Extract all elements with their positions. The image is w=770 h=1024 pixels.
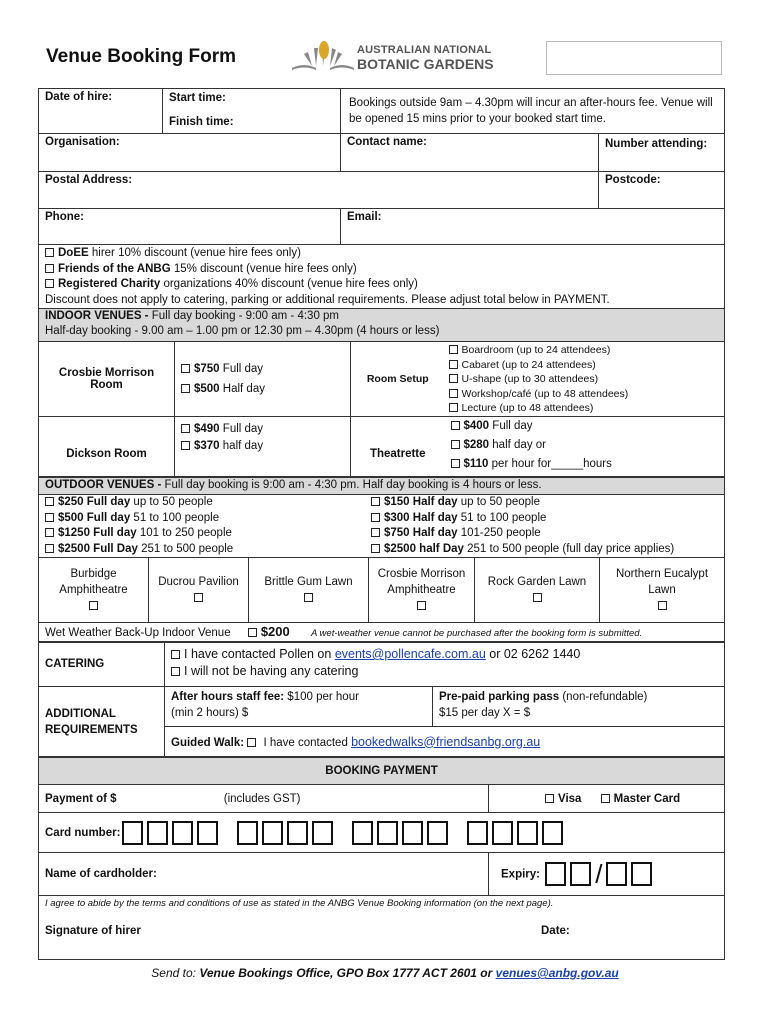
- time-field[interactable]: [163, 89, 341, 134]
- wet-weather-note: A wet-weather venue cannot be purchased after the booking form is submitted.: [310, 628, 643, 640]
- after-hours-staff-field[interactable]: After hours staff fee: $100 per hour (min 2 hours) $: [165, 687, 433, 727]
- checkbox-icon[interactable]: [45, 279, 54, 288]
- postal-address-field[interactable]: [39, 172, 599, 209]
- theatrette-prices: [445, 416, 725, 476]
- venue-crosbie-amphitheatre[interactable]: Crosbie Morrison Amphitheatre: [369, 558, 475, 623]
- date-of-hire-label: Date of hire:: [45, 91, 113, 103]
- postal-address-label: Postal Address:: [45, 174, 133, 186]
- checkbox-icon[interactable]: [451, 459, 460, 468]
- dickson-full-option[interactable]: $490 Full day: [181, 421, 344, 438]
- checkbox-icon[interactable]: [171, 667, 180, 676]
- catering-label: CATERING: [39, 642, 165, 687]
- card-type-options: [489, 785, 725, 813]
- outdoor-table: [38, 477, 725, 643]
- crosbie-prices: [175, 342, 351, 417]
- number-attending-label: Number attending:: [605, 138, 708, 150]
- checkbox-icon[interactable]: [171, 650, 180, 659]
- setup-option[interactable]: Lecture (up to 48 attendees): [449, 401, 721, 416]
- venue-rock-garden[interactable]: Rock Garden Lawn: [475, 558, 600, 623]
- additional-requirements-label: ADDITIONAL REQUIREMENTS: [39, 687, 165, 757]
- dickson-prices: [175, 416, 351, 476]
- outdoor-option[interactable]: $250 Full day up to 50 people: [45, 495, 371, 511]
- checkbox-icon[interactable]: [449, 345, 458, 354]
- office-address: Venue Bookings Office, GPO Box 1777 ACT 2601 or: [199, 966, 496, 980]
- setup-option[interactable]: U-shape (up to 30 attendees): [449, 372, 721, 387]
- card-digit-group[interactable]: [122, 827, 222, 839]
- venues-email-link[interactable]: venues@anbg.gov.au: [495, 966, 619, 980]
- logo-text-line1: AUSTRALIAN NATIONAL: [357, 44, 492, 56]
- parking-pass-field[interactable]: Pre-paid parking pass (non-refundable) $15 per day X = $: [433, 687, 725, 727]
- outdoor-option[interactable]: $750 Half day 101-250 people: [371, 526, 674, 542]
- walks-email-link[interactable]: bookedwalks@friendsanbg.org.au: [351, 734, 541, 749]
- mastercard-option[interactable]: Master Card: [601, 793, 680, 805]
- theatrette-half-option[interactable]: $280 half day or: [451, 436, 719, 455]
- outdoor-heading: OUTDOOR VENUES - Full day booking is 9:00 am - 4:30 pm. Half day booking is 4 hours or less.: [39, 478, 725, 495]
- requirements-table: [38, 641, 725, 757]
- checkbox-icon[interactable]: [194, 593, 203, 602]
- card-digit-group[interactable]: [237, 827, 337, 839]
- send-to-label: Send to:: [151, 966, 200, 980]
- checkbox-icon[interactable]: [45, 513, 54, 522]
- checkbox-icon[interactable]: [658, 601, 667, 610]
- start-time-label: Start time:: [169, 92, 226, 104]
- catering-pollen-option[interactable]: I have contacted Pollen on events@pollencafe.com.au or 02 6262 1440: [171, 646, 718, 663]
- payment-amount-field[interactable]: [39, 785, 489, 813]
- checkbox-icon[interactable]: [45, 497, 54, 506]
- outdoor-prices: [39, 495, 725, 558]
- checkbox-icon[interactable]: [247, 738, 256, 747]
- checkbox-icon[interactable]: [45, 544, 54, 553]
- venue-burbidge[interactable]: Burbidge Amphitheatre: [39, 558, 149, 623]
- crosbie-full-option[interactable]: $750 Full day: [181, 359, 344, 379]
- checkbox-icon[interactable]: [304, 593, 313, 602]
- checkbox-icon[interactable]: [449, 389, 458, 398]
- card-digit-group[interactable]: [467, 827, 567, 839]
- number-attending-field[interactable]: [599, 134, 725, 172]
- discount-note: Discount does not apply to catering, parking or additional requirements. Please adjust total below in PAYMENT.: [45, 293, 610, 306]
- checkbox-icon[interactable]: [181, 384, 190, 393]
- outdoor-option[interactable]: $150 Half day up to 50 people: [371, 495, 674, 511]
- booking-payment-heading: BOOKING PAYMENT: [39, 758, 725, 785]
- postcode-label: Postcode:: [605, 174, 661, 186]
- expiry-field[interactable]: [489, 853, 725, 896]
- checkbox-icon[interactable]: [449, 360, 458, 369]
- outdoor-option[interactable]: $300 Half day 51 to 100 people: [371, 511, 674, 527]
- email-field[interactable]: [341, 209, 725, 245]
- checkbox-icon[interactable]: [371, 544, 380, 553]
- organisation-label: Organisation:: [45, 136, 120, 148]
- expiry-label: Expiry:: [501, 868, 540, 881]
- phone-label: Phone:: [45, 211, 84, 223]
- wet-weather-label: Wet Weather Back-Up Indoor Venue: [45, 627, 231, 640]
- halfday-note: Half-day booking - 9.00 am – 1.00 pm or 12.30 pm – 4.30pm (4 hours or less): [45, 325, 440, 337]
- crosbie-half-option[interactable]: $500 Half day: [181, 379, 344, 399]
- room-setup-label: Room Setup: [351, 342, 445, 417]
- outdoor-option[interactable]: $1250 Full day 101 to 250 people: [45, 526, 371, 542]
- expiry-slash: /: [595, 858, 603, 889]
- checkbox-icon[interactable]: [451, 421, 460, 430]
- theatrette-label: Theatrette: [351, 416, 445, 476]
- wet-weather-row: [39, 623, 725, 643]
- outdoor-full-day-options: [45, 495, 371, 557]
- signature-section: [39, 896, 725, 960]
- outdoor-option[interactable]: $2500 Full Day 251 to 500 people: [45, 542, 371, 558]
- outdoor-option[interactable]: $2500 half Day 251 to 500 people (full day price applies): [371, 542, 674, 558]
- postcode-field[interactable]: [599, 172, 725, 209]
- checkbox-icon[interactable]: [371, 528, 380, 537]
- checkbox-icon[interactable]: [45, 264, 54, 273]
- discount-charity[interactable]: Registered Charity organizations 40% discount (venue hire fees only): [45, 277, 718, 293]
- footer: [0, 966, 770, 980]
- checkbox-icon[interactable]: [371, 513, 380, 522]
- includes-gst-label: (includes GST): [223, 792, 301, 805]
- wet-weather-option[interactable]: $200: [248, 627, 290, 639]
- organisation-field[interactable]: [39, 134, 341, 172]
- checkbox-icon[interactable]: [45, 248, 54, 257]
- logo-text-line2: BOTANIC GARDENS: [357, 56, 494, 72]
- checkbox-icon[interactable]: [545, 794, 554, 803]
- cardholder-label: Name of cardholder:: [45, 868, 157, 880]
- venue-ducrou[interactable]: Ducrou Pavilion: [149, 558, 249, 623]
- terms-agreement: I agree to abide by the terms and conditions of use as stated in the ANBG Venue Booking information (on the next page).: [45, 898, 554, 909]
- date-field[interactable]: Date:: [541, 925, 570, 937]
- office-use-box: [546, 41, 722, 75]
- email-label: Email:: [347, 211, 382, 223]
- card-number-label: Card number:: [45, 826, 121, 839]
- setup-option[interactable]: Boardroom (up to 24 attendees): [449, 343, 721, 358]
- catering-none-option[interactable]: I will not be having any catering: [171, 663, 718, 680]
- venue-northern-eucalypt[interactable]: Northern Eucalypt Lawn: [600, 558, 725, 623]
- checkbox-icon[interactable]: [181, 364, 190, 373]
- phone-field[interactable]: [39, 209, 341, 245]
- checkbox-icon[interactable]: [451, 440, 460, 449]
- setup-option[interactable]: Workshop/café (up to 48 attendees): [449, 387, 721, 402]
- room-setup-options: [445, 342, 725, 417]
- finish-time-label: Finish time:: [169, 116, 234, 128]
- indoor-heading: INDOOR VENUES - Full day booking - 9:00 am - 4:30 pm Half-day booking - 9.00 am – 1.00 pm or 12.30 pm – 4.30pm (4 hours or less): [39, 309, 725, 342]
- checkbox-icon[interactable]: [449, 403, 458, 412]
- checkbox-icon[interactable]: [371, 497, 380, 506]
- outdoor-half-day-options: [371, 495, 674, 557]
- page-title: Venue Booking Form: [46, 46, 237, 67]
- checkbox-icon[interactable]: [449, 374, 458, 383]
- checkbox-icon[interactable]: [533, 593, 542, 602]
- crosbie-room-label: Crosbie Morrison Room: [39, 342, 175, 417]
- discount-section: [39, 245, 725, 311]
- details-table: [38, 88, 725, 311]
- payment-of-label: Payment of $: [45, 792, 117, 805]
- checkbox-icon[interactable]: [417, 601, 426, 610]
- dickson-half-option[interactable]: $370 half day: [181, 438, 344, 455]
- bookings-note: Bookings outside 9am – 4.30pm will incur an after-hours fee. Venue will be opened 15 mins prior to your booked start time.: [341, 89, 725, 134]
- theatrette-full-option[interactable]: $400 Full day: [451, 417, 719, 436]
- pollen-email-link[interactable]: events@pollencafe.com.au: [334, 647, 486, 661]
- date-of-hire-field[interactable]: [39, 89, 163, 134]
- discount-doee[interactable]: DoEE hirer 10% discount (venue hire fees only): [45, 246, 718, 262]
- checkbox-icon[interactable]: [89, 601, 98, 610]
- theatrette-hour-option[interactable]: $110 per hour for_____hours: [451, 455, 719, 474]
- signature-field[interactable]: Signature of hirer: [45, 925, 141, 937]
- checkbox-icon[interactable]: [601, 794, 610, 803]
- dickson-room-label: Dickson Room: [39, 416, 175, 476]
- contact-name-label: Contact name:: [347, 136, 427, 148]
- discount-friends[interactable]: Friends of the ANBG 15% discount (venue hire fees only): [45, 262, 718, 278]
- checkbox-icon[interactable]: [248, 628, 257, 637]
- contact-name-field[interactable]: [341, 134, 599, 172]
- payment-table: [38, 757, 725, 960]
- visa-option[interactable]: Visa: [545, 793, 581, 805]
- checkbox-icon[interactable]: [45, 528, 54, 537]
- outdoor-option[interactable]: $500 Full day 51 to 100 people: [45, 511, 371, 527]
- venue-brittle-gum[interactable]: Brittle Gum Lawn: [249, 558, 369, 623]
- catering-options: [165, 642, 725, 687]
- indoor-table: [38, 308, 725, 477]
- cardholder-field[interactable]: [39, 853, 489, 896]
- setup-option[interactable]: Cabaret (up to 24 attendees): [449, 358, 721, 373]
- card-number-field[interactable]: [39, 813, 725, 853]
- checkbox-icon[interactable]: [181, 441, 190, 450]
- checkbox-icon[interactable]: [181, 424, 190, 433]
- guided-walk-field[interactable]: Guided Walk: I have contacted bookedwalks@friendsanbg.org.au: [165, 727, 725, 757]
- card-digit-group[interactable]: [352, 827, 452, 839]
